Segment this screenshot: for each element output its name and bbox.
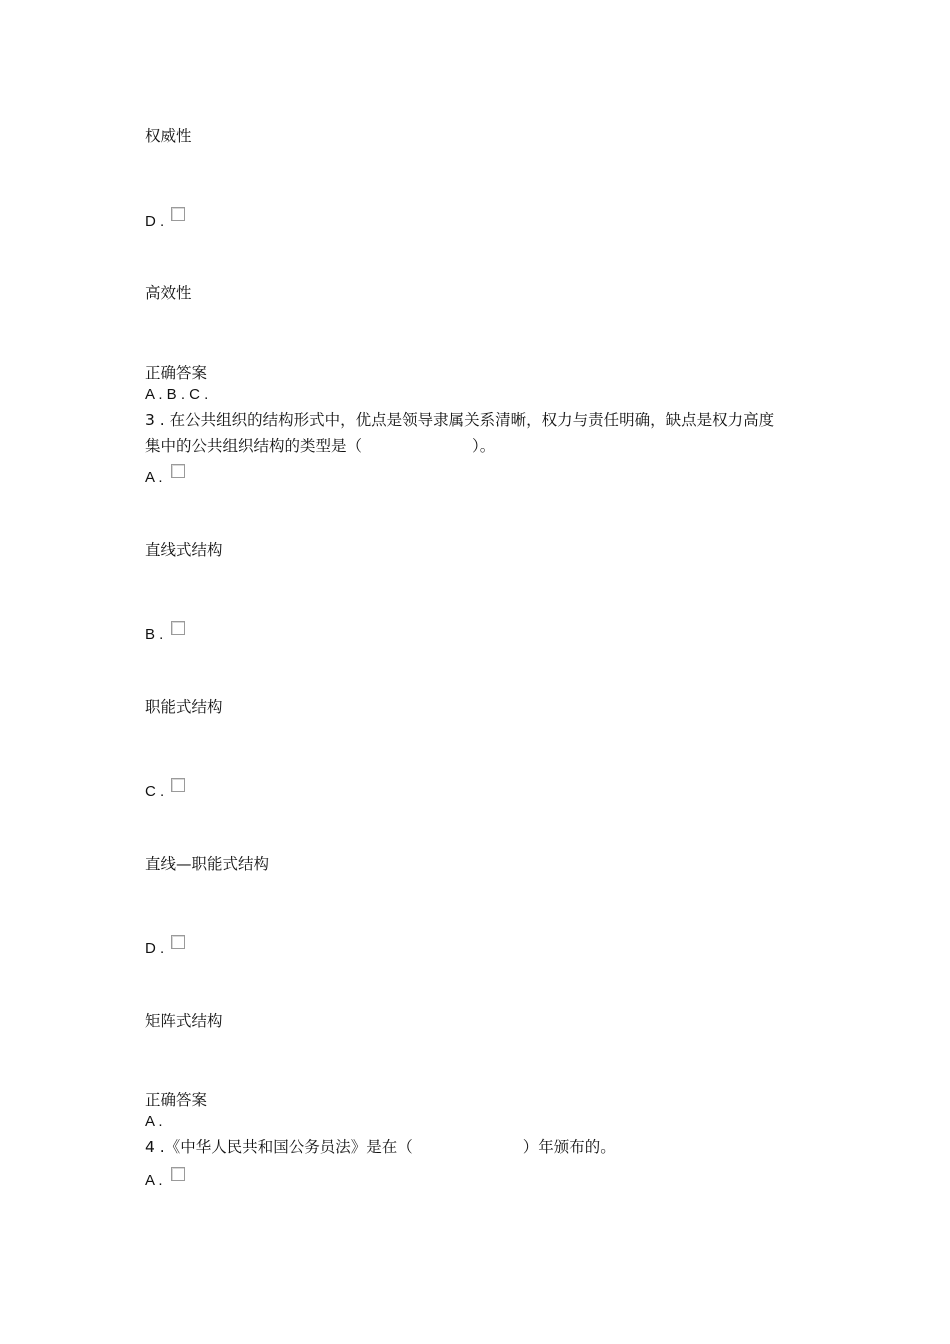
q4-option-a-checkbox[interactable] — [171, 1167, 185, 1181]
q4-option-a-label: A . — [145, 1172, 163, 1189]
q3-option-a-label: A . — [145, 469, 163, 486]
q2-option-c-text: 权威性 — [145, 127, 192, 145]
q3-option-b-text: 职能式结构 — [145, 698, 223, 716]
q3-option-c-label: C . — [145, 783, 165, 800]
q2-option-d-checkbox[interactable] — [171, 207, 185, 221]
q3-option-d-label: D . — [145, 940, 165, 957]
q2-answer-heading: 正确答案 — [145, 364, 208, 382]
q3-option-d-text: 矩阵式结构 — [145, 1012, 223, 1030]
q3-option-b-label: B . — [145, 626, 164, 643]
q3-option-c-text: 直线—职能式结构 — [145, 855, 270, 873]
q3-option-b-checkbox[interactable] — [171, 621, 185, 635]
q3-stem-line1: 3 . 在公共组织的结构形式中，优点是领导隶属关系清晰，权力与责任明确，缺点是权力高度 — [145, 411, 775, 429]
q3-option-c-checkbox[interactable] — [171, 778, 185, 792]
q3-answer-heading: 正确答案 — [145, 1091, 208, 1109]
q2-option-d-label: D . — [145, 213, 165, 230]
q3-answer-value: A . — [145, 1113, 163, 1130]
q3-option-a-text: 直线式结构 — [145, 541, 223, 559]
q3-option-d-checkbox[interactable] — [171, 935, 185, 949]
q4-stem-a: 4 .《中华人民共和国公务员法》是在（ — [145, 1138, 413, 1156]
q2-answer-value: A . B . C . — [145, 386, 209, 403]
q3-stem-line2-b: ）。 — [472, 437, 496, 455]
q3-stem-line2 — [145, 433, 815, 459]
q4-stem-b: ）年颁布的。 — [522, 1138, 616, 1156]
q3-stem — [145, 407, 815, 459]
q4-stem — [145, 1134, 815, 1160]
q3-option-a-checkbox[interactable] — [171, 464, 185, 478]
q3-stem-line2-a: 集中的公共组织结构的类型是（ — [145, 437, 363, 455]
q2-option-d-text: 高效性 — [145, 284, 192, 302]
